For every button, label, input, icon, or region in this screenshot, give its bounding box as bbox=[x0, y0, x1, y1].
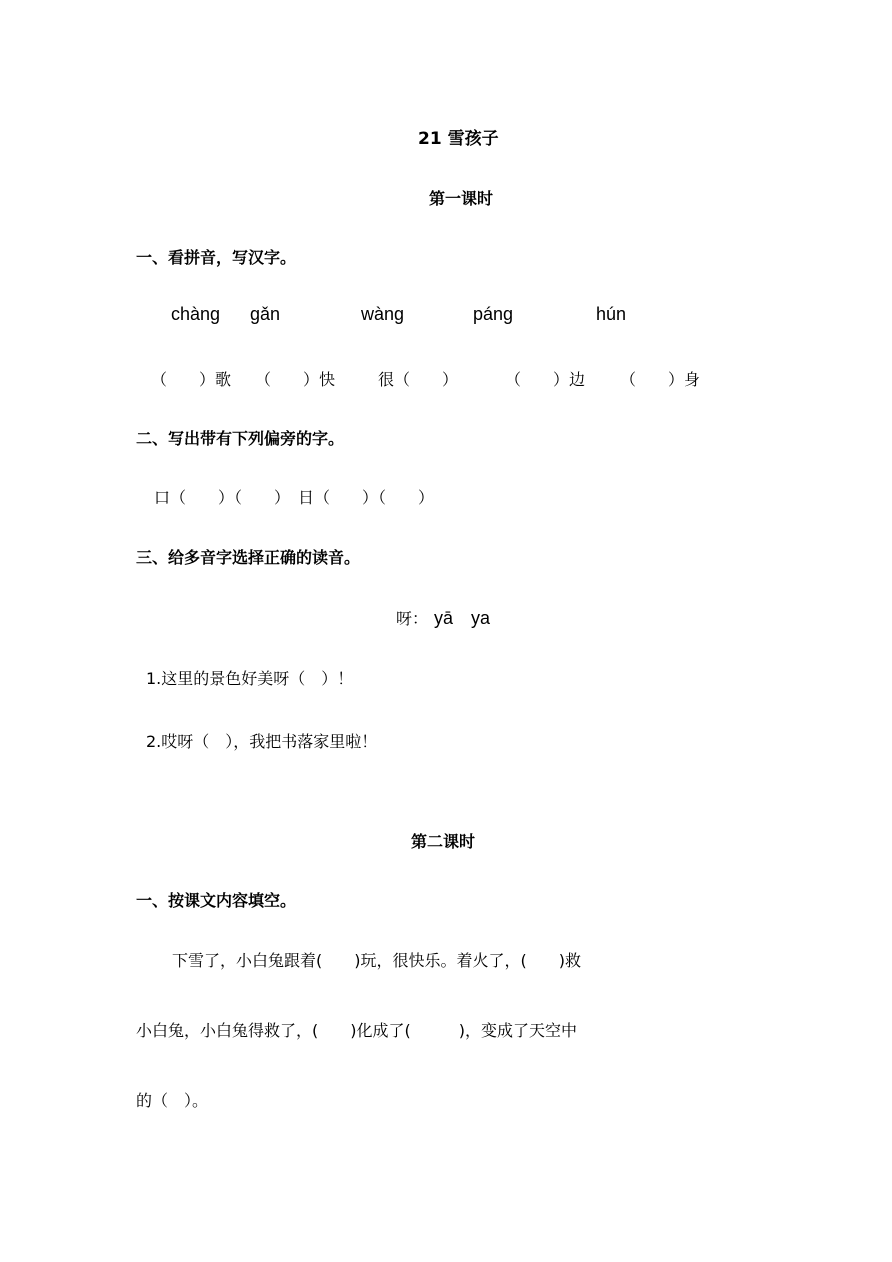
fill-line-2: 小白兔，小白兔得救了，( )化成了( )，变成了天空中 bbox=[136, 1021, 577, 1040]
l1-q2-heading: 二、写出带有下列偏旁的字。 bbox=[136, 429, 345, 448]
pinyin-4: páng bbox=[473, 304, 514, 324]
polyphone-options bbox=[396, 604, 490, 630]
blank-4: （ ）边 bbox=[505, 370, 586, 389]
pinyin-1: chàng bbox=[171, 304, 221, 324]
blank-2: （ ）快 bbox=[255, 370, 336, 389]
radical-line: 口（ ）（ ） 日（ ）（ ） bbox=[154, 488, 435, 507]
q3-item-2: 2.哎呀（ ），我把书落家里啦！ bbox=[146, 732, 378, 751]
polyphone-readings: yā ya bbox=[434, 608, 491, 628]
l1-q3-heading: 三、给多音字选择正确的读音。 bbox=[136, 548, 361, 567]
lesson1-label: 第一课时 bbox=[429, 189, 494, 208]
l1-q1-heading: 一、看拼音，写汉字。 bbox=[136, 248, 297, 267]
q3-item-1: 1.这里的景色好美呀（ ）！ bbox=[146, 669, 354, 688]
pinyin-2: gǎn bbox=[250, 304, 281, 324]
pinyin-3: wàng bbox=[361, 304, 405, 324]
blank-3: 很（ ） bbox=[378, 370, 459, 389]
fill-line-1: 下雪了，小白兔跟着( )玩，很快乐。着火了，( )救 bbox=[172, 951, 581, 970]
blank-5: （ ）身 bbox=[620, 370, 701, 389]
l2-q1-heading: 一、按课文内容填空。 bbox=[136, 891, 297, 910]
polyphone-char: 呀： bbox=[396, 609, 429, 628]
pinyin-5: hún bbox=[596, 304, 627, 324]
lesson2-label: 第二课时 bbox=[411, 832, 476, 851]
fill-line-3: 的（ ）。 bbox=[136, 1091, 209, 1110]
blank-1: （ ）歌 bbox=[151, 370, 232, 389]
page-title: 21 雪孩子 bbox=[418, 129, 499, 149]
